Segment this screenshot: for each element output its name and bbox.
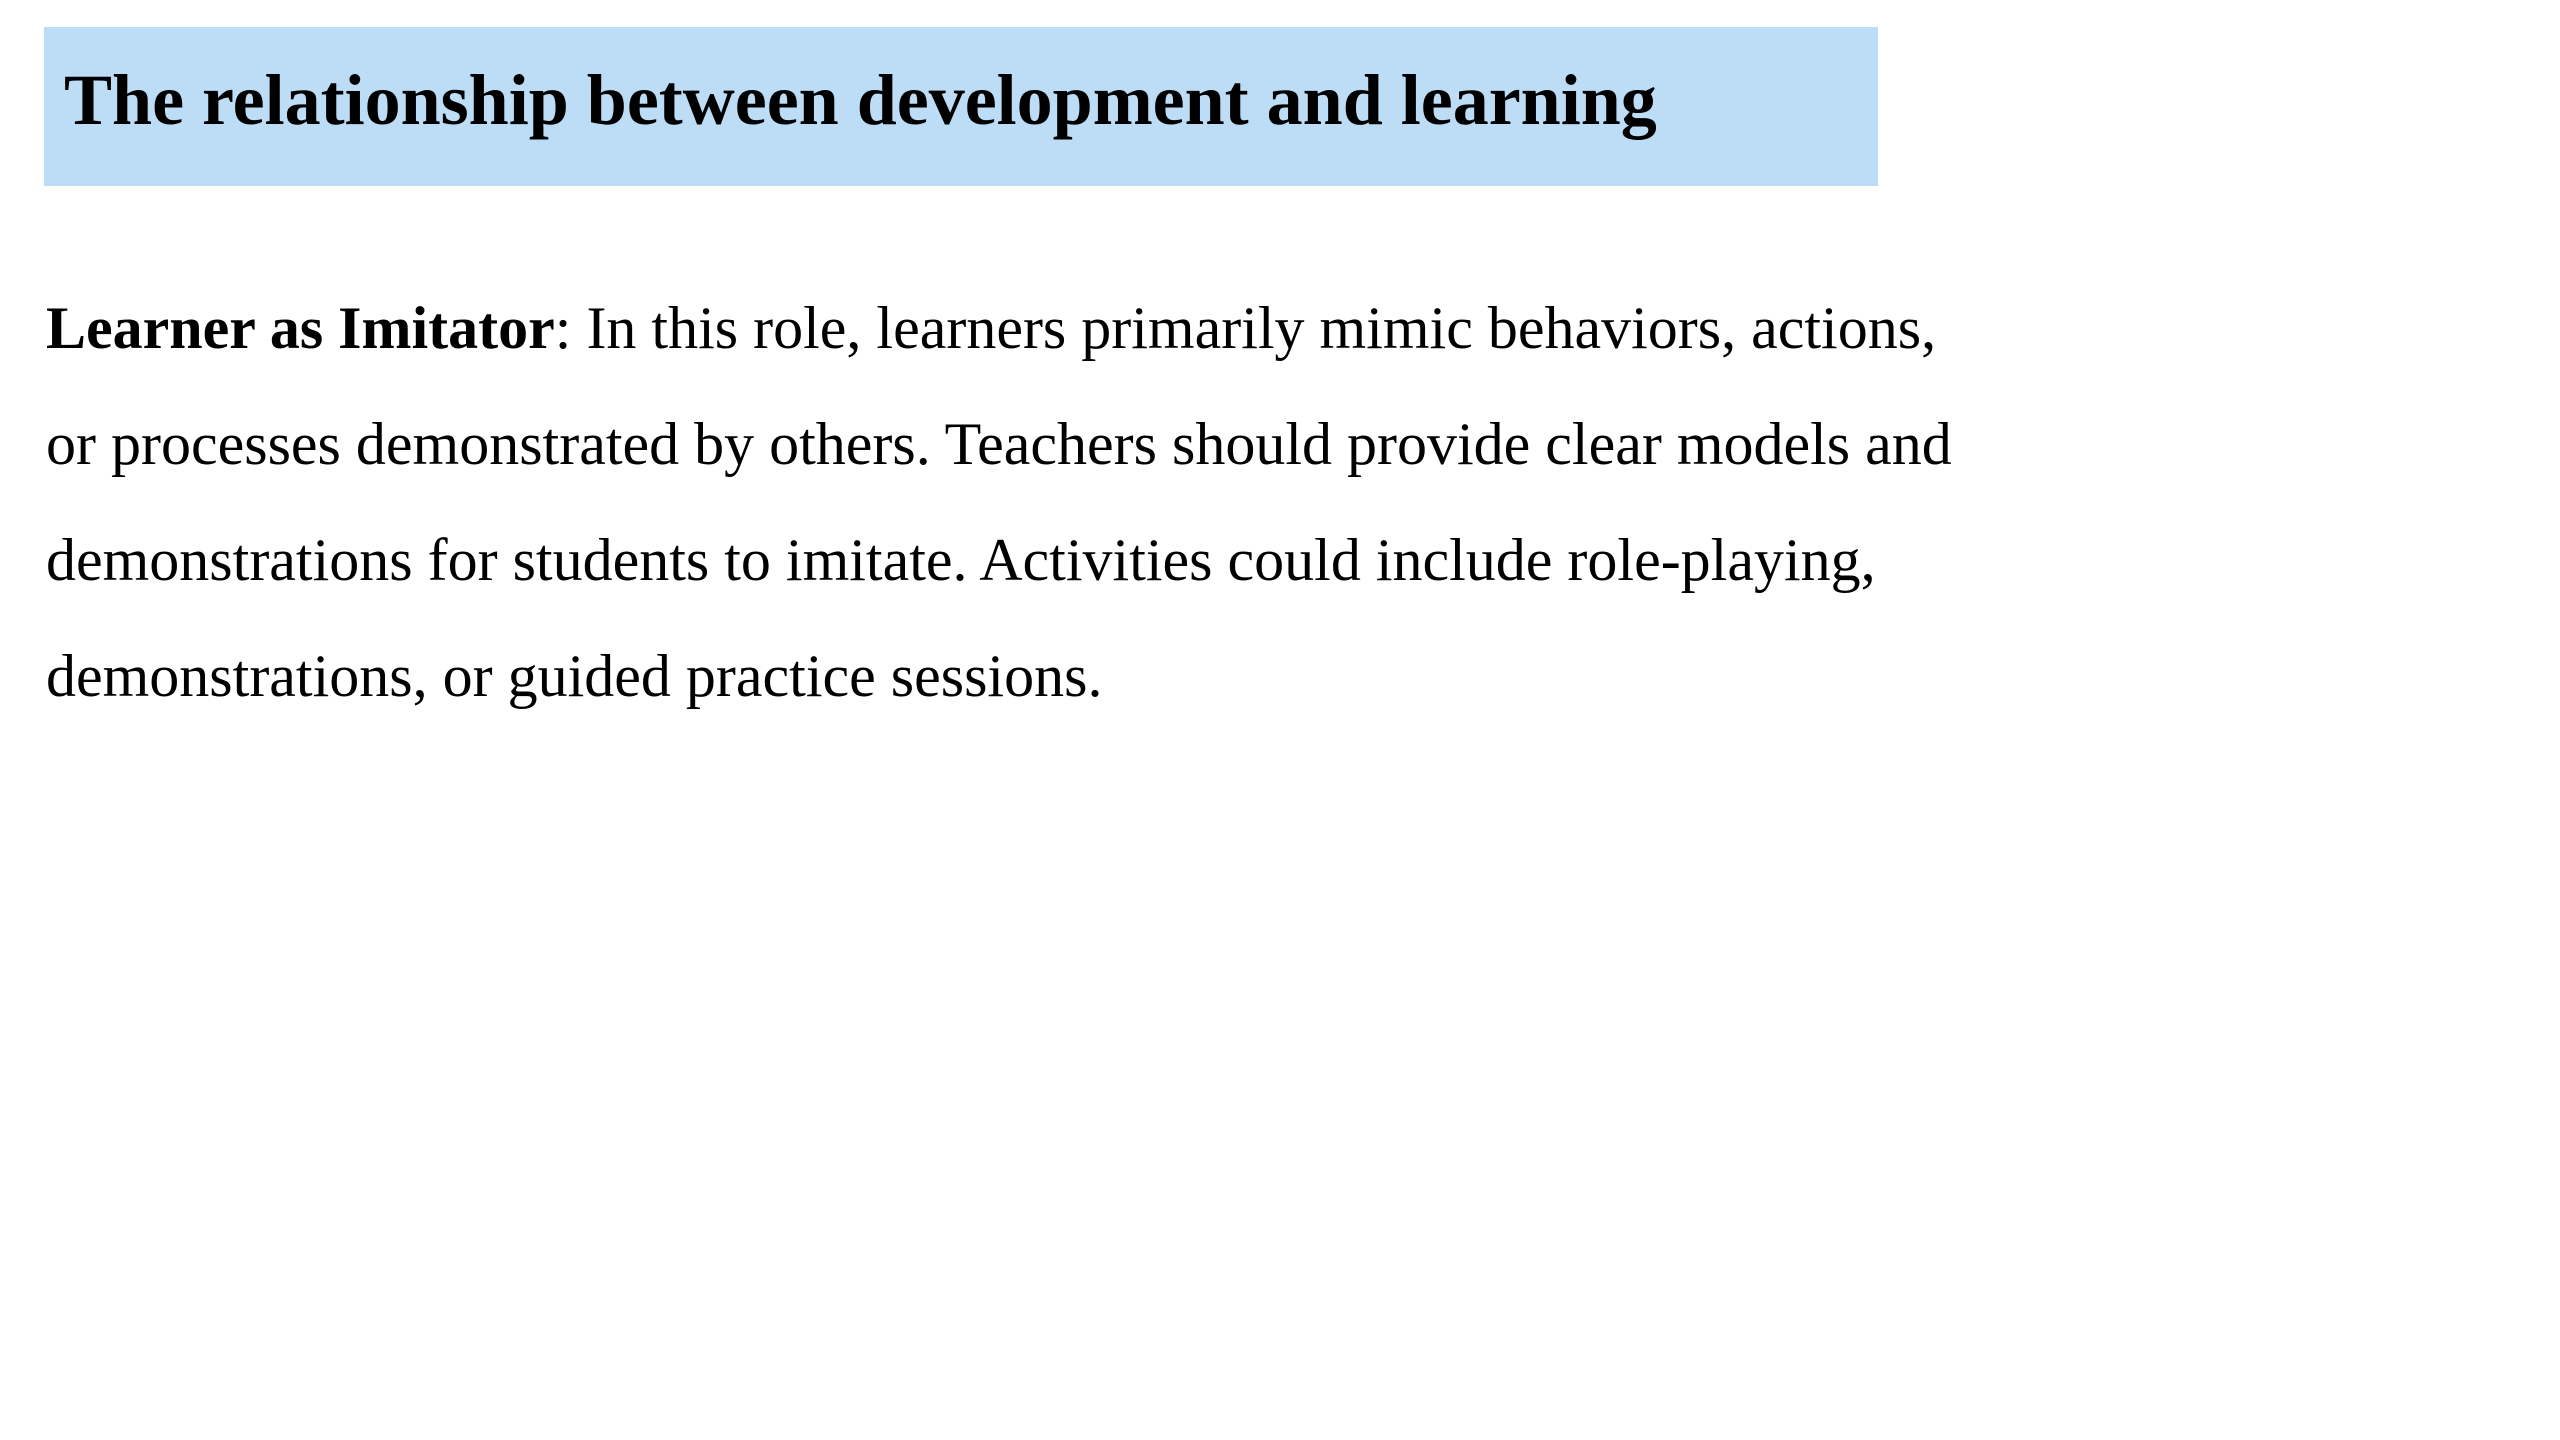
title-banner <box>44 27 1878 186</box>
paragraph-term: Learner as Imitator <box>46 295 555 361</box>
body-paragraph <box>46 270 1976 734</box>
paragraph-text: : In this role, learners primarily mimic behaviors, actions, or processes demonstrated by others. Teachers should provide clear models and demonstrations for students to imitate. Activities could include role-playing, demonstrations, or guided practice sessions. <box>46 295 1952 709</box>
page-title: The relationship between development and learning <box>64 59 1657 140</box>
